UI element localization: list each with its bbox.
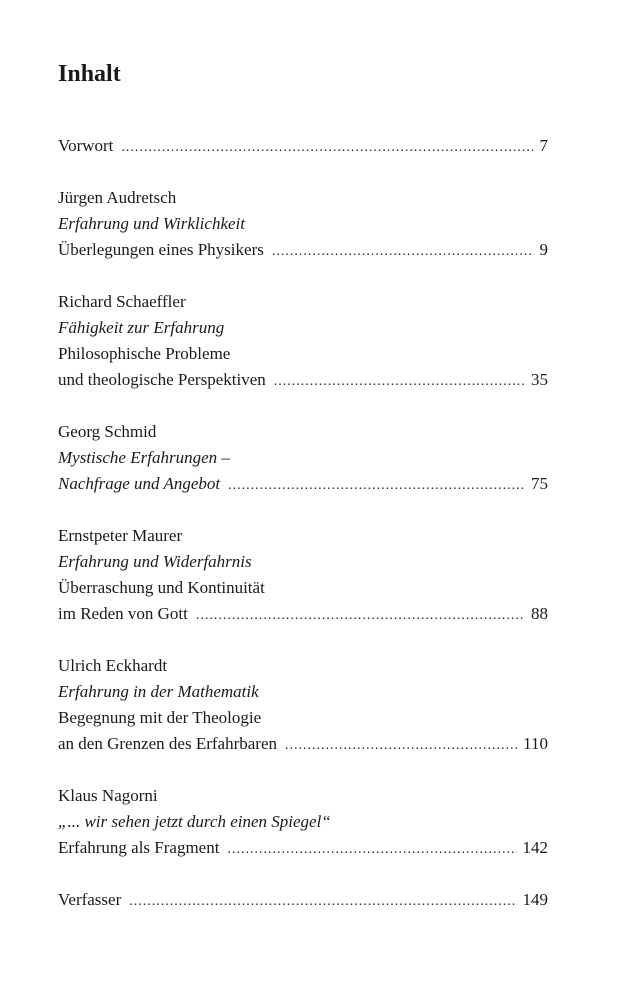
- toc-title: Mystische Erfahrungen –: [58, 448, 230, 467]
- toc-page-number: 110: [523, 734, 548, 753]
- toc-row: [58, 835, 548, 861]
- toc-entry-text: Erfahrung als Fragment: [58, 838, 220, 857]
- toc-row: [58, 601, 548, 627]
- toc-row: [58, 133, 548, 159]
- page-title: Inhalt: [58, 61, 121, 87]
- toc-row: [58, 471, 548, 497]
- toc-page-number: 9: [539, 240, 548, 259]
- dot-leader: [227, 837, 516, 863]
- toc-entry-maurer: [58, 523, 548, 627]
- toc-row: [58, 367, 548, 393]
- toc-page-number: 75: [531, 474, 548, 493]
- toc-author: Ernstpeter Maurer: [58, 526, 183, 545]
- toc-title: Fähigkeit zur Erfahrung: [58, 318, 225, 337]
- toc-author: Richard Schaeffler: [58, 292, 186, 311]
- toc-entry-schaeffler: [58, 289, 548, 393]
- toc-entry-text: Nachfrage und Angebot: [58, 474, 221, 493]
- toc-entry-nagorni: [58, 783, 548, 861]
- toc-subtitle: Philosophische Probleme: [58, 344, 231, 363]
- toc-row: [58, 887, 548, 913]
- dot-leader: [285, 733, 517, 759]
- toc-author: Klaus Nagorni: [58, 786, 158, 805]
- toc-subtitle: Überraschung und Kontinuität: [58, 578, 265, 597]
- toc-entry-vorwort: [58, 133, 548, 159]
- toc-entry-schmid: [58, 419, 548, 497]
- dot-leader: [129, 889, 516, 915]
- toc-page-number: 142: [522, 838, 548, 857]
- toc-page-number: 7: [539, 136, 548, 155]
- toc-entry-text: Vorwort: [58, 136, 114, 155]
- toc-entry-text: im Reden von Gott: [58, 604, 188, 623]
- toc-entry-eckhardt: [58, 653, 548, 757]
- toc-page-number: 88: [531, 604, 548, 623]
- toc-entry-audretsch: [58, 185, 548, 263]
- dot-leader: [196, 603, 525, 629]
- dot-leader: [274, 369, 525, 395]
- dot-leader: [121, 135, 533, 161]
- toc-author: Georg Schmid: [58, 422, 157, 441]
- toc-title: „... wir sehen jetzt durch einen Spiegel“: [58, 812, 331, 831]
- toc-page-number: 149: [522, 890, 548, 909]
- toc-title: Erfahrung und Wirklichkeit: [58, 214, 245, 233]
- dot-leader: [228, 473, 525, 499]
- toc-entry-text: Verfasser: [58, 890, 122, 909]
- toc-subtitle: Begegnung mit der Theologie: [58, 708, 262, 727]
- toc-entry-text: und theologische Perspektiven: [58, 370, 266, 389]
- toc-page-number: 35: [531, 370, 548, 389]
- toc-author: Ulrich Eckhardt: [58, 656, 168, 675]
- toc-row: [58, 237, 548, 263]
- dot-leader: [272, 239, 534, 265]
- toc-row: [58, 731, 548, 757]
- toc-entry-text: Überlegungen eines Physikers: [58, 240, 264, 259]
- toc-author: Jürgen Audretsch: [58, 188, 177, 207]
- toc-entry-text: an den Grenzen des Erfahrbaren: [58, 734, 277, 753]
- table-of-contents: [58, 133, 548, 913]
- toc-entry-verfasser: [58, 887, 548, 913]
- toc-title: Erfahrung in der Mathematik: [58, 682, 259, 701]
- toc-title: Erfahrung und Widerfahrnis: [58, 552, 252, 571]
